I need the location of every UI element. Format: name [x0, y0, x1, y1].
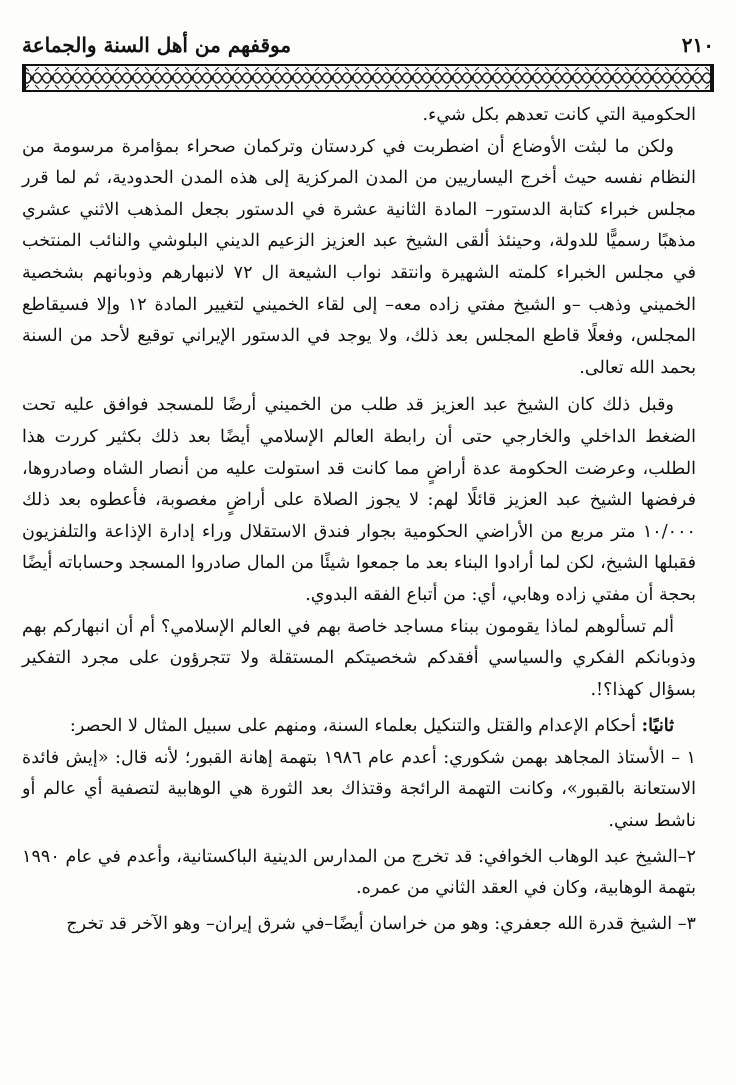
section-text: أحكام الإعدام والقتل والتنكيل بعلماء السنة، ومنهم على سبيل المثال لا الحصر:	[69, 716, 642, 737]
paragraph-3: ألم تسألوهم لماذا يقومون ببناء مساجد خاصة بهم في العالم الإسلامي؟ أم أن انبهاركم بهم وذوبانكم الفكري والسياسي أفقدكم شخصيتكم المستقلة ولا تتجرؤون على مجرد التفكير بسؤال كهذا؟!.	[22, 616, 696, 700]
running-title: موقفهم من أهل السنة والجماعة	[22, 33, 292, 57]
page-number: ٢١٠	[681, 33, 714, 57]
section-label: ثانيًا:	[641, 715, 674, 737]
body-text	[22, 100, 696, 940]
paragraph-2: وقبل ذلك كان الشيخ عبد العزيز قد طلب من الخميني أرضًا للمسجد فوافق عليه تحت الضغط الداخلي والخارجي حتى أن رابطة العالم الإسلامي أيضًا بعد ذلك بكثير كررت هذا الطلب، وعرضت الحكومة عدة أراضٍ مما كانت قد استولت عليه من أنصار الشاه وصادروها، فرفضها الشيخ عبد العزيز قائلًا لهم: لا يجوز الصلاة على أراضٍ مغصوبة، فأعطوه بعد ذلك ١٠/٠٠٠ متر مربع من الأراضي الحكومية بجوار فندق الاستقلال وراء إدارة الإذاعة والتلفزيون فقبلها الشيخ، لكن لما أرادوا البناء بعد ما جمعوا شيئًا من المال صادروا المسجد وحساباته أيضًا بحجة أن مفتي زاده وهابي، أي: من أتباع الفقه البدوي.	[22, 395, 696, 605]
list-item-1: ١ – الأستاذ المجاهد بهمن شكوري: أعدم عام ١٩٨٦ بتهمة إهانة القبور؛ لأنه قال: «إيش فائدة الاستعانة بالقبور»، وكانت التهمة الرائجة وقتذاك بعد الثورة هي الوهابية لتصفية أي عالم أو ناشط سني.	[22, 747, 696, 832]
paragraph-1: ولكن ما لبثت الأوضاع أن اضطربت في كردستان وتركمان صحراء بمؤامرة مرسومة من النظام نفسه حيث أخرج اليساريين من المدن المركزية إلى هذه المدن الحدودية، ثم لما قرر مجلس خبراء كتابة الدستور– المادة الثانية عشرة في الدستور بجعل المذهب الاثني عشري مذهبًا رسميًّا للدولة، وحينئذ ألقى الشيخ عبد العزيز الزعيم الديني البلوشي والنائب المنتخب في مجلس الخبراء كلمته الشهيرة وانتقد نواب الشيعة ال ٧٢ لانبهارهم وذوبانهم بشخصية الخميني وذهب –و الشيخ مفتي زاده معه– إلى لقاء الخميني لتغيير المادة ١٢ وإلا فسيقاطع المجلس، وفعلًا قاطع المجلس بعد ذلك، ولا يوجد في الدستور الإيراني توقيع لأحد من السنة بحمد الله تعالى.	[22, 136, 696, 378]
page-header	[22, 30, 714, 60]
section-heading	[22, 710, 696, 743]
list-item-2: ٢–الشيخ عبد الوهاب الخوافي: قد تخرج من المدارس الدينية الباكستانية، وأعدم في عام ١٩٩٠ بتهمة الوهابية، وكان في العقد الثاني من عمره.	[22, 846, 696, 899]
list-item-3: ٣– الشيخ قدرة الله جعفري: وهو من خراسان أيضًا–في شرق إيران– وهو الآخر قد تخرج	[66, 913, 696, 934]
decorative-border-ornament	[22, 64, 714, 92]
paragraph-continuation: الحكومية التي كانت تعدهم بكل شيء.	[422, 105, 696, 125]
